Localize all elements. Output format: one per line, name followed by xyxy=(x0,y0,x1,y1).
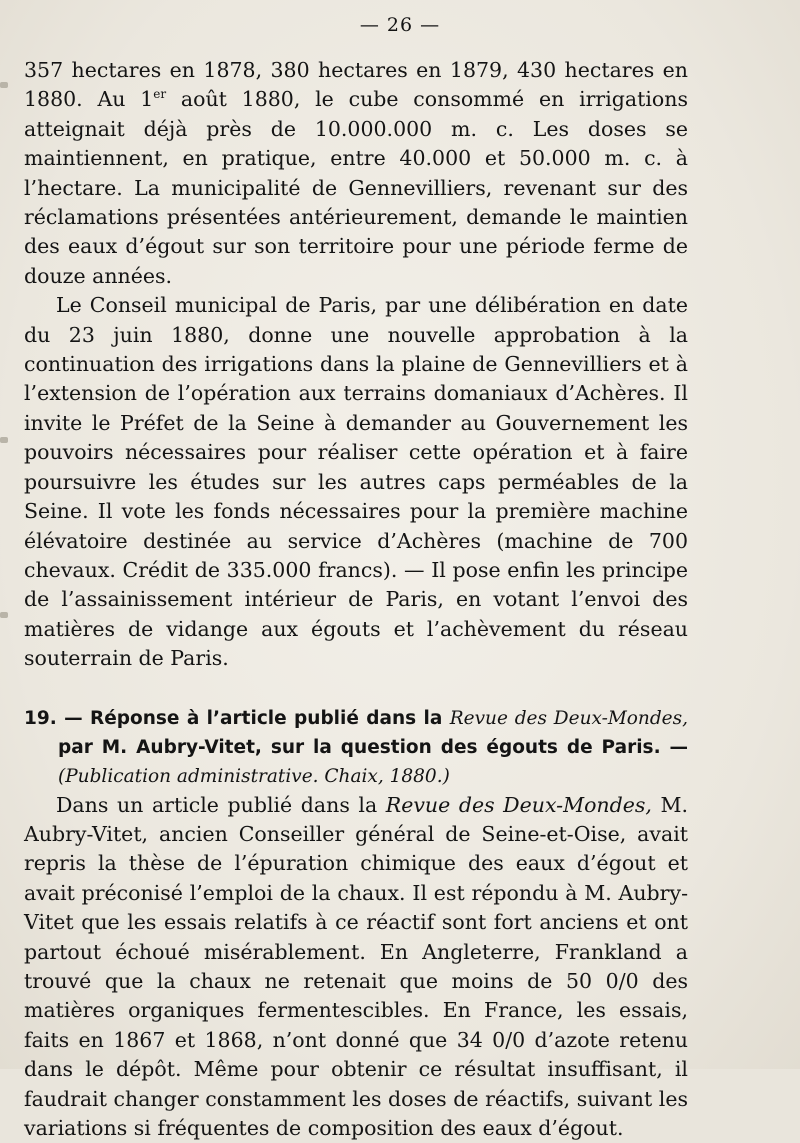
paragraph-1 xyxy=(24,56,688,291)
paragraph-3-journal: Revue des Deux-Mondes, xyxy=(385,792,652,817)
section-heading xyxy=(24,704,688,791)
body-text xyxy=(24,56,688,1143)
paragraph-3-part-b: M. Aubry-Vitet, ancien Conseiller général de Seine-et-Oise, avait repris la thèse de l’épuration chimique des eaux d’égout et avait préconisé l’emploi de la chaux. Il est répondu à M. Aubry-Vitet que les essais relatifs à ce réactif sont fort anciens et ont partout échoué misérablement. En Angleterre, Frankland a trouvé que la chaux ne retenait que moins de 50 0/0 des matières organiques fermentescibles. En France, les essais, faits en 1867 et 1868, n’ont donné que 34 0/0 d’azote retenu dans le dépôt. Même pour obtenir ce résultat insuffisant, il faudrait changer constamment les doses de réactifs, suivant les variations si fréquentes de composition des eaux d’égout. xyxy=(24,792,688,1140)
scan-margin-mark xyxy=(0,437,8,443)
page-number: — 26 — xyxy=(359,14,441,36)
section-number: 19. xyxy=(24,707,57,729)
paragraph-2: Le Conseil municipal de Paris, par une délibération en date du 23 juin 1880, donne une nouvelle approbation à la continuation des irrigations dans la plaine de Gennevilliers et à l’extension de l’opération aux terrains domaniaux d’Achères. Il invite le Préfet de la Seine à demander au Gouvernement les pouvoirs nécessaires pour réaliser cette opération et à faire poursuivre les études sur les autres caps perméables de la Seine. Il vote les fonds nécessaires pour la première machine élévatoire destinée au service d’Achères (machine de 700 chevaux. Crédit de 335.000 francs). — Il pose enfin les principe de l’assainissement intérieur de Paris, en votant l’envoi des matières de vidange aux égouts et l’achèvement du réseau souterrain de Paris. xyxy=(24,293,688,671)
paragraph-1-part-b: août 1880, le cube consommé en irrigations atteignait déjà près de 10.000.000 m. c. Les doses se maintiennent, en pratique, entre 40.000 et 50.000 m. c. à l’hectare. La municipalité de Gennevilliers, revenant sur des réclamations présentées antérieurement, demande le maintien des eaux d’égout sur son territoire pour une période ferme de douze années. xyxy=(24,87,688,288)
section-title-part-a: — Réponse à l’article publié dans la xyxy=(56,707,450,729)
scan-margin-mark xyxy=(0,82,8,88)
section-title-journal: Revue des Deux-Mondes, xyxy=(449,707,688,729)
paragraph-3 xyxy=(24,791,688,1143)
scan-margin-mark xyxy=(0,612,8,618)
paragraph-3-part-a: Dans un article publié dans la xyxy=(56,792,386,817)
section-title-publication: (Publication administrative. Chaix, 1880.) xyxy=(58,765,450,787)
ordinal-superscript: er xyxy=(153,87,167,102)
section-title-part-b: par M. Aubry-Vitet, sur la question des égouts de Paris. — xyxy=(58,736,688,758)
paragraph-1-part-a: 357 hectares en 1878, 380 hectares en 1879, 430 hectares en 1880. Au 1 xyxy=(24,58,688,112)
